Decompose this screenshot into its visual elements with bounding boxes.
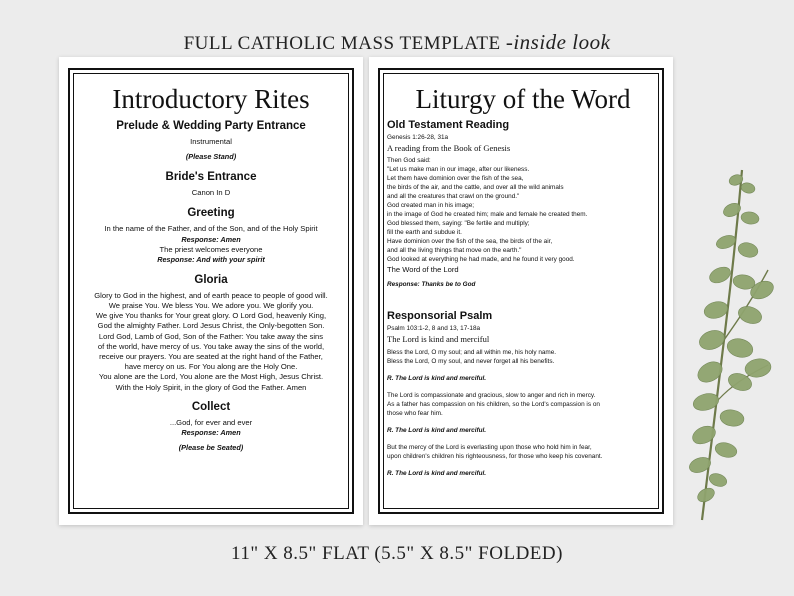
psalm-refrain-3: R. The Lord is kind and merciful. [387,470,487,478]
left-page-title: Introductory Rites [112,84,310,114]
reading-line: God blessed them, saying: "Be fertile and multiply; [387,220,530,227]
collect-heading: Collect [191,400,231,413]
prelude-text: Instrumental [190,137,232,146]
greeting-response-2: Response: And with your spirit [157,254,265,264]
right-page-title: Liturgy of the Word [415,84,631,114]
gloria-line: You alone are the Lord, You alone are the Most High, Jesus Christ. [98,372,324,382]
reading-line: Let them have dominion over the fish of the sea, [387,175,524,182]
gloria-line: God the almighty Father. Lord Jesus Christ, the Only-begotten Son. [97,321,325,331]
prelude-heading: Prelude & Wedding Party Entrance [116,120,306,132]
greeting-response-1: Response: Amen [181,234,241,244]
reading-line: and all the creatures that crawl on the ground." [387,193,520,200]
gloria-line: have mercy on us. For You along are the Holy One. [124,362,298,372]
reading-closing: The Word of the Lord [387,265,459,274]
reading-citation: Genesis 1:26-28, 31a [387,134,449,141]
psalm-verse-3-line: But the mercy of the Lord is everlasting upon those who hold him in fear, [387,444,592,452]
gloria-line: We praise You. We bless You. We adore you. We glorify you. [108,301,314,311]
collect-text: ...God, for ever and ever [169,417,253,427]
psalm-verse-3-line: upon children's children his righteousness, for those who keep his covenant. [387,453,603,461]
left-page [59,57,363,525]
reading-line: God looked at everything he had made, and he found it very good. [387,256,575,263]
greeting-heading: Greeting [187,207,235,220]
header-title [0,30,794,55]
reading-source: A reading from the Book of Genesis [387,143,511,153]
reading-line: fill the earth and subdue it. [387,229,462,236]
right-page [369,57,673,525]
greeting-line-2: The priest welcomes everyone [159,244,263,254]
psalm-refrain-2: R. The Lord is kind and merciful. [387,427,487,435]
reading-line: God created man in his image; [387,202,475,209]
brides-entrance-heading: Bride's Entrance [165,171,257,184]
reading-line: in the image of God he created him; male and female he created them. [387,211,588,218]
prelude-note: (Please Stand) [185,152,237,162]
gloria-line: With the Holy Spirit, in the glory of God the Father. Amen [115,382,307,392]
header-main: FULL CATHOLIC MASS TEMPLATE [183,33,501,54]
reading-heading: Old Testament Reading [387,119,510,131]
gloria-line: We give You thanks for Your great glory. O Lord God, heavenly King, [95,311,327,321]
collect-response: Response: Amen [181,428,241,438]
reading-line: Then God said: [387,157,431,164]
psalm-refrain-title: The Lord is kind and merciful [387,334,490,345]
psalm-verse-1-line: Bless the Lord, O my soul, and never forget all his benefits. [387,358,555,366]
psalm-refrain-1: R. The Lord is kind and merciful. [387,375,487,383]
reading-response: Response: Thanks be to God [387,281,476,289]
psalm-citation: Psalm 103:1-2, 8 and 13, 17-18a [387,325,481,333]
left-page-content [73,73,349,509]
psalm-verse-1-line: Bless the Lord, O my soul; and all within me, his holy name. [387,349,557,357]
brides-entrance-text: Canon In D [191,188,231,198]
eucalyptus-branch-image [640,150,790,530]
gloria-line: Glory to God in the highest, and of earth peace to people of good will. [94,290,328,300]
gloria-text [73,291,349,393]
right-page-content [383,73,659,509]
reading-line: Have dominion over the fish of the sea, the birds of the air, [387,238,553,245]
psalm-verse-2-line: As a father has compassion on his children, so the Lord's compassion is on [387,401,600,409]
reading-line: the birds of the air, and the cattle, and over all the wild animals [387,184,564,191]
footer-dimensions: 11" X 8.5" FLAT (5.5" X 8.5" FOLDED) [231,543,563,564]
psalm-verse-2-line: those who fear him. [387,410,443,418]
header-script: -inside look [505,30,611,54]
psalm-heading: Responsorial Psalm [387,310,493,323]
gloria-line: receive our prayers. You are seated at the right hand of the Father, [99,352,323,362]
greeting-line-1: In the name of the Father, and of the Son, and of the Holy Spirit [104,224,318,234]
psalm-verse-2-line: The Lord is compassionate and gracious, slow to anger and rich in mercy. [387,392,596,400]
gloria-heading: Gloria [194,273,228,286]
reading-line: "Let us make man in our image, after our likeness. [387,166,530,173]
gloria-line: of the world, have mercy of us. You take away the sins of the world, [97,341,325,351]
collect-note: (Please be Seated) [178,443,244,453]
reading-text [387,156,659,264]
gloria-line: Lord God, Lamb of God, Son of the Father: You take away the sins [98,331,324,341]
reading-line: and all the living things that move on the earth." [387,247,522,254]
